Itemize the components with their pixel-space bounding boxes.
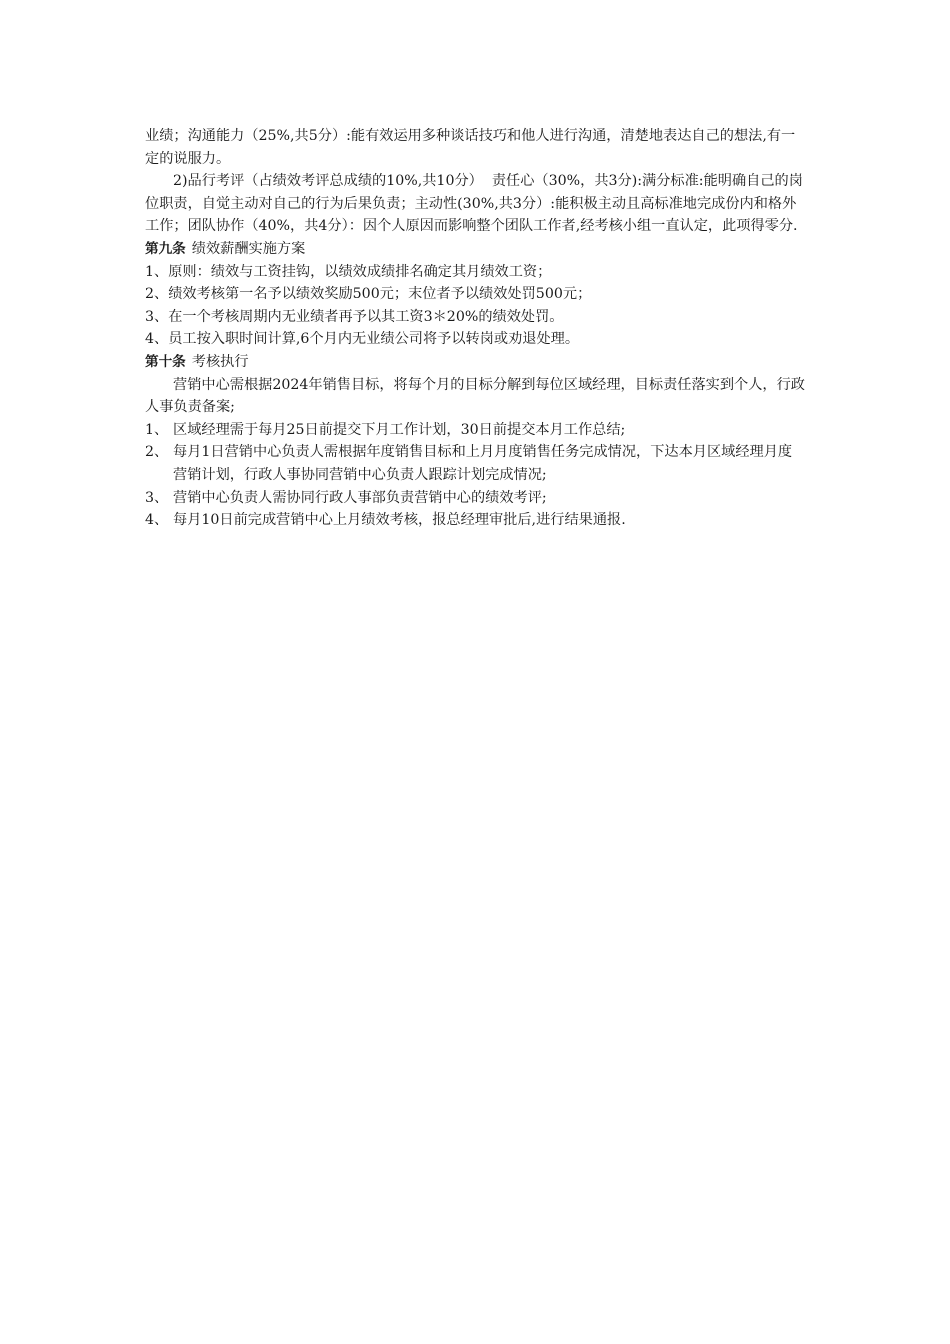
article-10-label: 第十条: [145, 353, 186, 370]
list-item: [145, 419, 805, 442]
list-item-text: 每月1日营销中心负责人需根据年度销售目标和上月月度销售任务完成情况，下达本月区域经理月度营销计划，行政人事协同营销中心负责人跟踪计划完成情况;: [173, 444, 793, 483]
list-item: [145, 306, 805, 329]
list-item-text: 营销中心负责人需协同行政人事部负责营销中心的绩效考评;: [173, 489, 547, 506]
list-item-number: 3、: [145, 308, 169, 325]
paragraph-communication: 业绩；沟通能力（25%,共5分）:能有效运用多种谈话技巧和他人进行沟通，清楚地表达自己的想法,有一定的说服力。: [145, 128, 796, 167]
list-item: [145, 441, 805, 486]
list-item-text: 区域经理需于每月25日前提交下月工作计划，30日前提交本月工作总结;: [173, 421, 626, 438]
list-item-text: 绩效考核第一名予以绩效奖励500元；末位者予以绩效处罚500元；: [168, 286, 592, 303]
list-item-number: 4、: [145, 512, 169, 529]
article-10-heading: [145, 351, 805, 374]
list-item: [145, 261, 805, 284]
list-item: [145, 487, 805, 510]
paragraph-conduct-evaluation: 2)品行考评（占绩效考评总成绩的10%,共10分） 责任心（30%，共3分):满分标准:能明确自己的岗位职责，自觉主动对自己的行为后果负责；主动性(30%,共3分）:能积极主动且高标准地完成份内和格外工作；团队协作（40%，共4分）：因个人原因而影响整个团队工作者,经考核小组一直认定，此项得零分.: [145, 173, 803, 235]
list-item-number: 3、: [145, 489, 169, 506]
article-9-heading: [145, 238, 805, 261]
list-item-number: 1、: [145, 263, 169, 280]
article-9-list: [145, 261, 805, 351]
list-item-number: 4、: [145, 331, 169, 348]
list-item-number: 1、: [145, 421, 169, 438]
article-9-label: 第九条: [145, 240, 186, 257]
list-item-text: 员工按入职时间计算,6个月内无业绩公司将予以转岗或劝退处理。: [168, 331, 580, 348]
article-9-title: 绩效薪酬实施方案: [191, 240, 306, 257]
list-item: [145, 509, 805, 532]
list-item: [145, 328, 805, 351]
list-item-text: 每月10日前完成营销中心上月绩效考核，报总经理审批后,进行结果通报.: [173, 512, 626, 529]
list-item-number: 2、: [145, 286, 169, 303]
list-item-number: 2、: [145, 444, 169, 461]
article-10-intro: 营销中心需根据2024年销售目标，将每个月的目标分解到每位区域经理，目标责任落实到个人，行政人事负责备案;: [145, 376, 805, 416]
list-item-text: 原则：绩效与工资挂钩，以绩效成绩排名确定其月绩效工资；: [168, 263, 552, 280]
document-page: [145, 125, 805, 532]
list-item: [145, 283, 805, 306]
article-10-list: [145, 419, 805, 532]
article-10-title: 考核执行: [191, 353, 249, 370]
list-item-text: 在一个考核周期内无业绩者再予以其工资3＊20%的绩效处罚。: [168, 308, 564, 325]
